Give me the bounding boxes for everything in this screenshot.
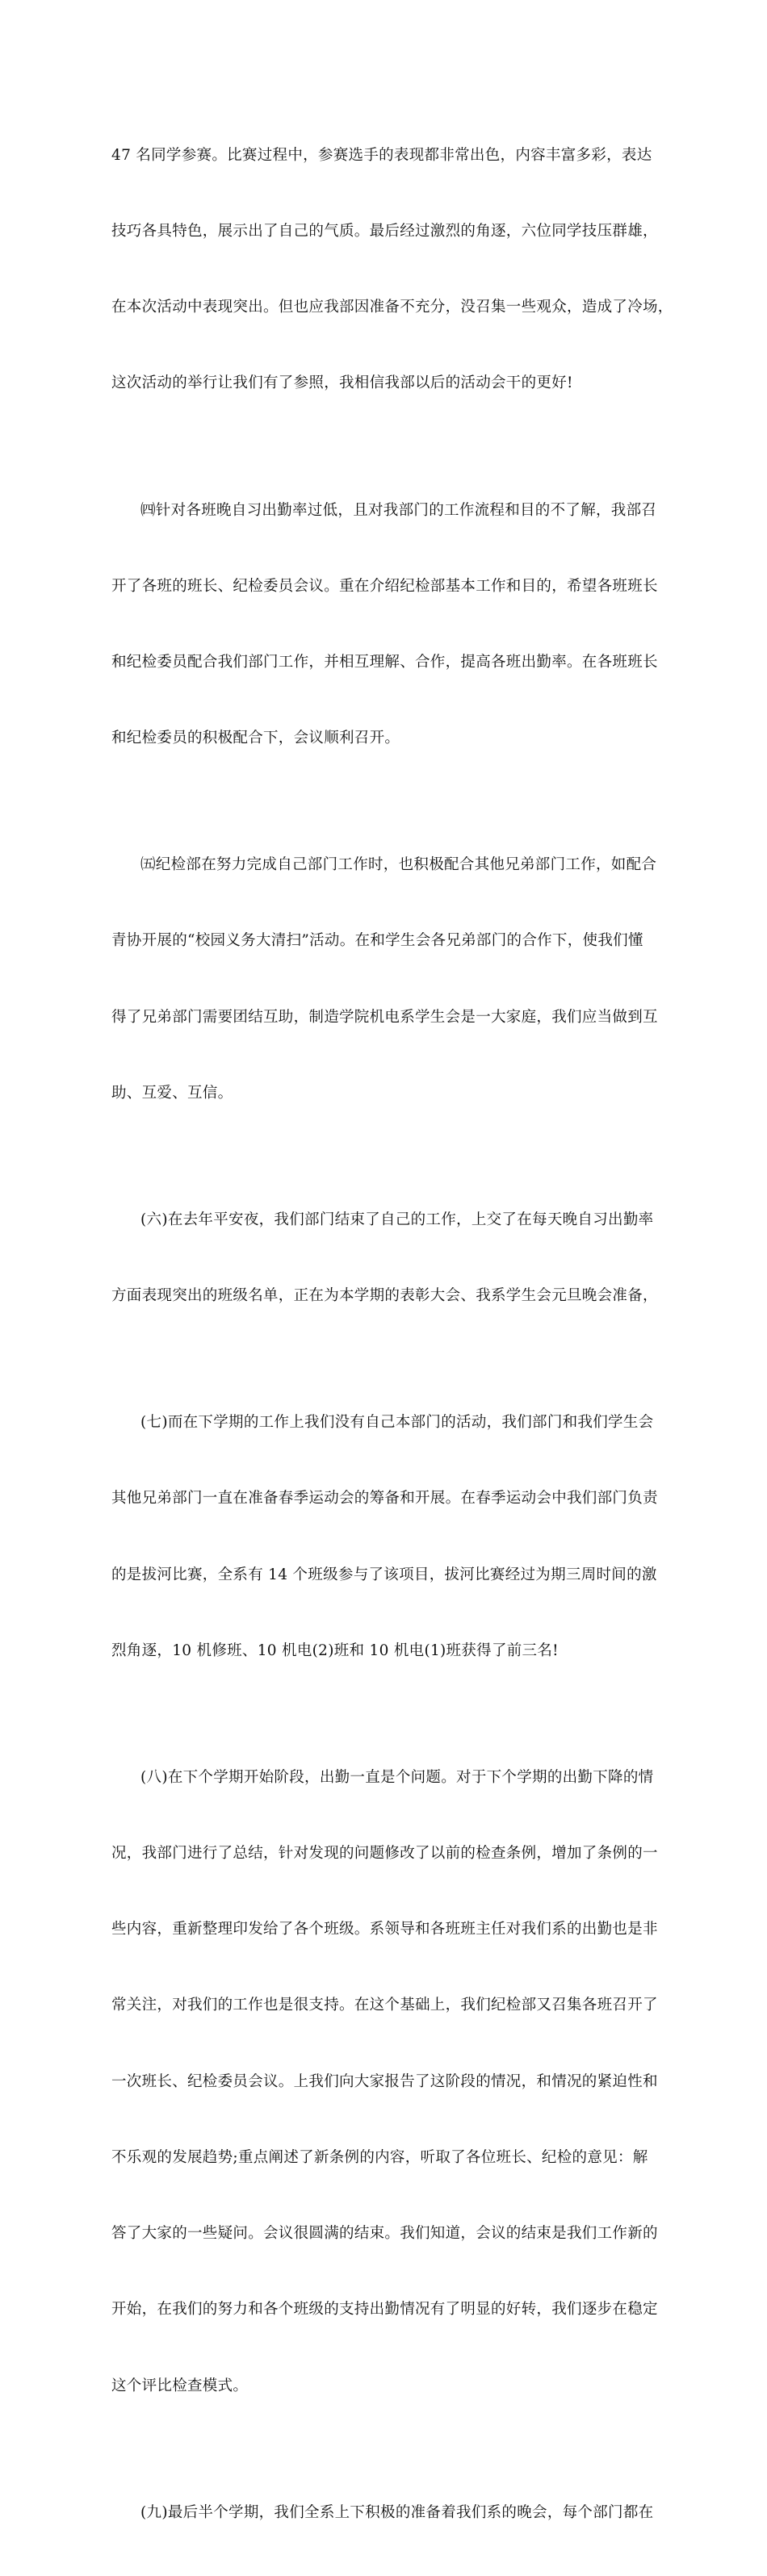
text-line: 技巧各具特色，展示出了自己的气质。最后经过激烈的角逐，六位同学技压群雄， bbox=[111, 223, 658, 240]
text-line: 47 名同学参赛。比赛过程中，参赛选手的表现都非常出色，内容丰富多彩，表达 bbox=[111, 146, 652, 164]
paragraph-7 bbox=[111, 1359, 669, 1714]
text-line: 常关注，对我们的工作也是很支持。在这个基础上，我们纪检部又召集各班召开了 bbox=[111, 1997, 658, 2014]
text-line: (九)最后半个学期，我们全系上下积极的准备着我们系的晚会，每个部门都在 bbox=[140, 2503, 654, 2521]
document-body bbox=[111, 92, 673, 2576]
paragraph-1 bbox=[111, 92, 673, 447]
text-line: 和纪检委员的积极配合下，会议顺利召开。 bbox=[111, 730, 400, 747]
paragraph-9 bbox=[111, 2449, 669, 2576]
text-line: 烈角逐，10 机修班、10 机电(2)班和 10 机电(1)班获得了前三名! bbox=[111, 1641, 559, 1659]
text-line: (六)在去年平安夜，我们部门结束了自己的工作，上交了在每天晚自习出勤率 bbox=[140, 1211, 654, 1228]
text-line: 青协开展的“校园义务大清扫”活动。在和学生会各兄弟部门的合作下，使我们懂 bbox=[111, 932, 643, 950]
text-line: 答了大家的一些疑问。会议很圆满的结束。我们知道，会议的结束是我们工作新的 bbox=[111, 2225, 658, 2243]
text-line: 开始，在我们的努力和各个班级的支持出勤情况有了明显的好转，我们逐步在稳定 bbox=[111, 2301, 658, 2319]
paragraph-4 bbox=[111, 447, 669, 802]
text-line: 的是拔河比赛，全系有 14 个班级参与了该项目，拔河比赛经过为期三周时间的激 bbox=[111, 1566, 657, 1583]
text-line: 在本次活动中表现突出。但也应我部因准备不充分，没召集一些观众，造成了冷场， bbox=[111, 299, 673, 316]
text-line: 这次活动的举行让我们有了参照，我相信我部以后的活动会干的更好! bbox=[111, 374, 573, 392]
text-line: 开了各班的班长、纪检委员会议。重在介绍纪检部基本工作和目的，希望各班班长 bbox=[111, 577, 658, 595]
text-line: (八)在下个学期开始阶段，出勤一直是个问题。对于下个学期的出勤下降的情 bbox=[140, 1768, 654, 1786]
paragraph-8 bbox=[111, 1714, 669, 2449]
text-line: 这个评比检查模式。 bbox=[111, 2377, 249, 2394]
text-line: 不乐观的发展趋势;重点阐述了新条例的内容，听取了各位班长、纪检的意见：解 bbox=[111, 2148, 648, 2166]
text-line: 些内容，重新整理印发给了各个班级。系领导和各班班主任对我们系的出勤也是非 bbox=[111, 1921, 658, 1938]
text-line: 得了兄弟部门需要团结互助，制造学院机电系学生会是一大家庭，我们应当做到互 bbox=[111, 1008, 658, 1026]
text-line: 方面表现突出的班级名单，正在为本学期的表彰大会、我系学生会元旦晚会准备， bbox=[111, 1287, 658, 1305]
paragraph-5 bbox=[111, 801, 669, 1156]
text-line: (七)而在下学期的工作上我们没有自己本部门的活动，我们部门和我们学生会 bbox=[140, 1414, 654, 1432]
text-line: ㈣针对各班晚自习出勤率过低，且对我部门的工作流程和目的不了解，我部召 bbox=[140, 501, 657, 519]
text-line: ㈤纪检部在努力完成自己部门工作时，也积极配合其他兄弟部门工作，如配合 bbox=[140, 856, 657, 874]
paragraph-6 bbox=[111, 1156, 669, 1359]
text-line: 一次班长、纪检委员会议。上我们向大家报告了这阶段的情况，和情况的紧迫性和 bbox=[111, 2072, 658, 2090]
text-line: 况，我部门进行了总结，针对发现的问题修改了以前的检查条例，增加了条例的一 bbox=[111, 1845, 658, 1863]
text-line: 和纪检委员配合我们部门工作，并相互理解、合作，提高各班出勤率。在各班班长 bbox=[111, 653, 658, 671]
text-line: 其他兄弟部门一直在准备春季运动会的筹备和开展。在春季运动会中我们部门负责 bbox=[111, 1490, 658, 1508]
text-line: 助、互爱、互信。 bbox=[111, 1084, 233, 1102]
